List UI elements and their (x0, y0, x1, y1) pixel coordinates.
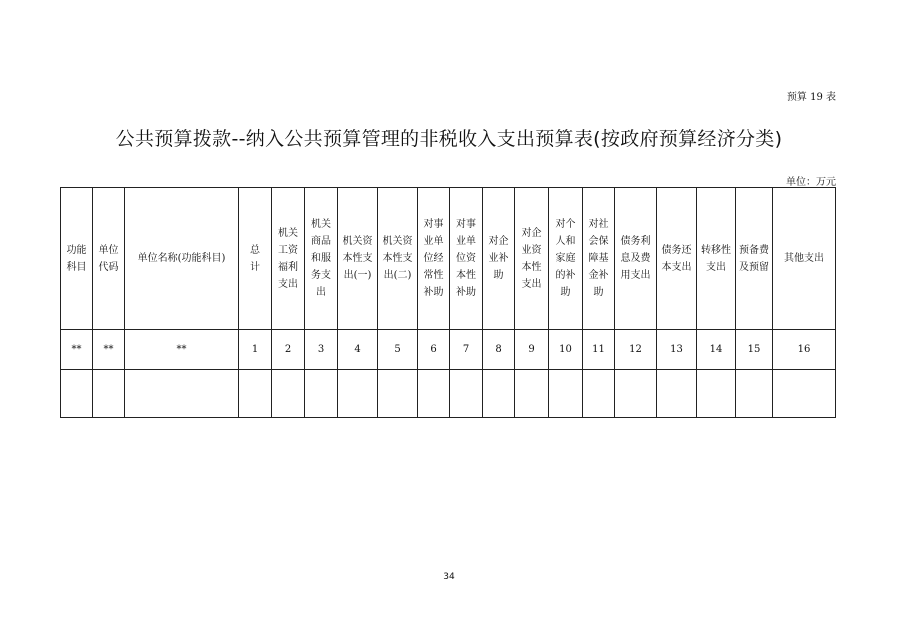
number-cell: 12 (615, 330, 657, 370)
header-line: 科目 (66, 261, 87, 273)
number-cell: 2 (272, 330, 305, 370)
header-cell (549, 188, 583, 330)
number-cell: 15 (736, 330, 773, 370)
header-cell (93, 188, 125, 330)
header-line: 人和 (555, 236, 576, 247)
header-line: 本性 (521, 261, 542, 273)
blank-cell (272, 370, 305, 418)
header-line: 代码 (98, 261, 119, 273)
header-line: 转移性 (701, 244, 731, 256)
header-cell (583, 188, 615, 330)
header-cell (125, 188, 239, 330)
header-line: 功能 (66, 244, 87, 256)
number-cell: 13 (657, 330, 697, 370)
header-line: 障基 (588, 253, 609, 264)
header-line: 补助 (456, 287, 476, 298)
budget-table (60, 187, 836, 418)
number-cell: ** (125, 330, 239, 370)
header-cell (61, 188, 93, 330)
blank-cell (305, 370, 338, 418)
blank-cell (338, 370, 378, 418)
header-line: 务支 (311, 270, 331, 281)
header-line: 金补 (588, 270, 609, 281)
blank-cell (697, 370, 736, 418)
header-line: 业单 (423, 236, 444, 247)
header-line: 工资 (278, 244, 298, 256)
header-line: 对事 (456, 219, 476, 230)
header-line: 总 (250, 244, 260, 256)
header-cell (615, 188, 657, 330)
header-line: 本支出 (661, 261, 692, 273)
blank-row (61, 370, 836, 418)
header-line: 对企 (488, 236, 509, 247)
header-line: 出(二) (383, 270, 412, 281)
number-cell: 14 (697, 330, 736, 370)
blank-cell (125, 370, 239, 418)
header-cell (515, 188, 549, 330)
header-cell (272, 188, 305, 330)
header-cell (338, 188, 378, 330)
header-cell (657, 188, 697, 330)
number-cell: 3 (305, 330, 338, 370)
blank-cell (61, 370, 93, 418)
header-line: 机关资 (382, 236, 413, 247)
number-cell: 11 (583, 330, 615, 370)
header-line: 债务利 (620, 236, 651, 247)
blank-cell (483, 370, 515, 418)
header-line: 家庭 (555, 253, 576, 264)
header-line: 常性 (423, 270, 444, 281)
header-line: 的补 (555, 270, 576, 281)
header-line: 息及费 (620, 253, 651, 264)
header-line: 商品 (311, 236, 331, 247)
number-cell: 8 (483, 330, 515, 370)
header-line: 支出 (706, 261, 726, 273)
header-line: 债务还 (661, 244, 692, 256)
header-line: 机关 (278, 227, 298, 239)
header-line: 助 (560, 287, 571, 298)
table-label: 预算 19 表 (786, 92, 836, 103)
header-line: 机关 (311, 219, 331, 230)
header-line: 和服 (311, 253, 331, 264)
header-line: 机关资 (342, 236, 373, 247)
header-line: 业补 (488, 253, 509, 264)
header-line: 本性支 (382, 253, 413, 264)
header-line: 本性 (456, 270, 476, 281)
header-line: 用支出 (620, 270, 651, 281)
blank-cell (657, 370, 697, 418)
header-cell (483, 188, 515, 330)
page-title: 公共预算拨款--纳入公共预算管理的非税收入支出预算表(按政府预算经济分类) (115, 128, 783, 150)
number-cell: ** (61, 330, 93, 370)
blank-cell (773, 370, 836, 418)
blank-cell (450, 370, 483, 418)
blank-cell (515, 370, 549, 418)
header-line: 位经 (423, 253, 444, 264)
header-row (61, 188, 836, 330)
header-cell (239, 188, 272, 330)
header-cell (773, 188, 836, 330)
number-cell: 5 (378, 330, 418, 370)
header-line: 补助 (423, 287, 444, 298)
header-cell (378, 188, 418, 330)
header-line: 支出 (521, 278, 542, 290)
header-line: 业单 (456, 236, 476, 247)
number-cell: 9 (515, 330, 549, 370)
number-cell: 16 (773, 330, 836, 370)
header-line: 业资 (521, 244, 542, 256)
header-line: 其他支出 (784, 253, 824, 264)
header-line: 出(一) (343, 270, 372, 281)
header-line: 助 (493, 270, 504, 281)
number-cell: 4 (338, 330, 378, 370)
page-number: 34 (443, 572, 455, 582)
header-line: 单位名称(功能科目) (137, 253, 226, 264)
header-line: 对个 (555, 219, 576, 230)
header-line: 助 (593, 287, 604, 298)
number-cell: 10 (549, 330, 583, 370)
header-line: 位资 (456, 253, 476, 264)
blank-cell (615, 370, 657, 418)
header-line: 单位 (98, 244, 119, 256)
header-cell (697, 188, 736, 330)
blank-cell (418, 370, 450, 418)
header-line: 预备费 (739, 244, 769, 256)
header-line: 及预留 (739, 261, 769, 273)
blank-cell (93, 370, 125, 418)
blank-cell (378, 370, 418, 418)
number-cell: 6 (418, 330, 450, 370)
header-line: 支出 (278, 278, 298, 290)
header-cell (305, 188, 338, 330)
number-row (61, 330, 836, 370)
header-line: 会保 (588, 236, 609, 247)
number-cell: ** (93, 330, 125, 370)
number-cell: 7 (450, 330, 483, 370)
number-cell: 1 (239, 330, 272, 370)
blank-cell (549, 370, 583, 418)
header-line: 福利 (278, 261, 298, 273)
header-line: 出 (316, 287, 326, 298)
unit-label: 单位：万元 (786, 177, 836, 188)
header-line: 对事 (423, 219, 444, 230)
header-line: 对企 (521, 227, 542, 239)
header-line: 本性支 (342, 253, 373, 264)
blank-cell (239, 370, 272, 418)
header-cell (450, 188, 483, 330)
header-line: 对社 (588, 219, 609, 230)
blank-cell (583, 370, 615, 418)
blank-cell (736, 370, 773, 418)
header-line: 计 (250, 261, 260, 273)
header-cell (418, 188, 450, 330)
header-cell (736, 188, 773, 330)
